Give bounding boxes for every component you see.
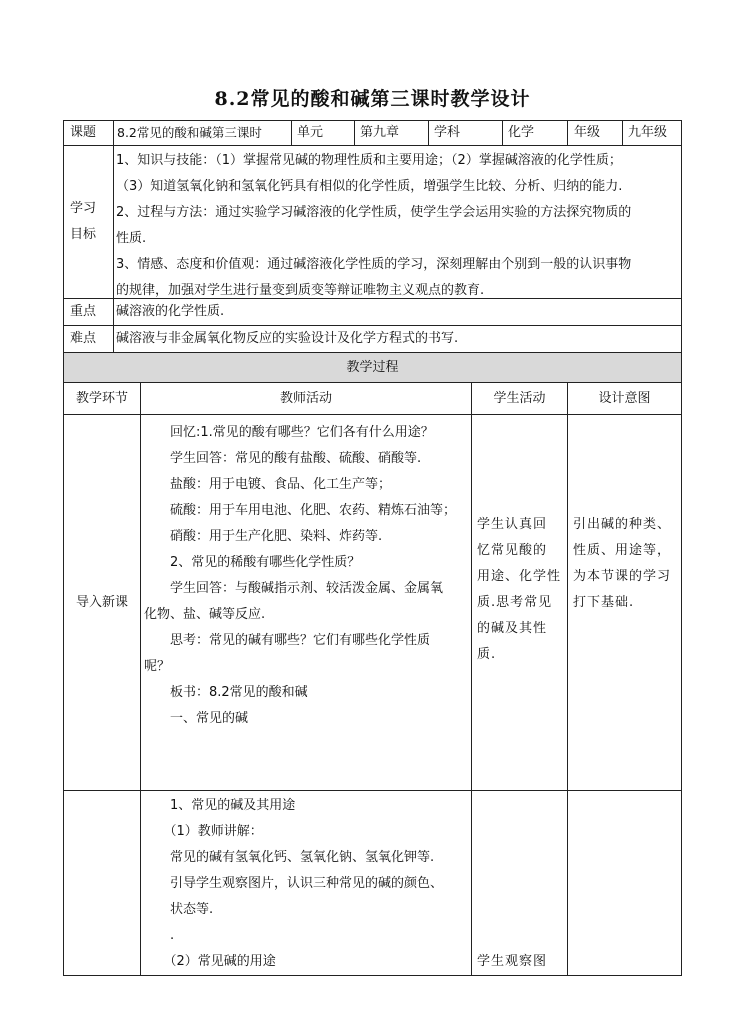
teacher-line: 硫酸：用于车用电池、化肥、农药、精炼石油等；: [144, 503, 457, 518]
intent-line: 引出碱的种类、: [573, 517, 672, 532]
rule: [63, 414, 682, 415]
teacher-line: （2）常见碱的用途: [144, 954, 276, 969]
column-header-student: 学生活动: [493, 390, 546, 406]
teacher-line: 状态等.: [144, 902, 214, 917]
key-point-value: 碱溶液的化学性质.: [116, 304, 225, 319]
rule: [63, 790, 682, 791]
teacher-line: 引导学生观察图片，认识三种常见的碱的颜色、: [144, 876, 444, 891]
row-student-activity: [477, 512, 566, 668]
objective-line: （3）知道氢氧化钠和氢氧化钙具有相似的化学性质，增强学生比较、分析、归纳的能力.: [116, 179, 623, 194]
key-point-label: 重点: [70, 304, 97, 319]
column-header-intent: 设计意图: [598, 390, 651, 406]
row-teacher-activity: [144, 420, 470, 788]
row-student-activity: [477, 949, 566, 975]
column-header-stage: 教学环节: [75, 390, 128, 406]
objective-line: 2、过程与方法：通过实验学习碱溶液的化学性质，使学生学会运用实验的方法探究物质的: [116, 205, 632, 220]
teacher-line: 呢？: [144, 659, 171, 674]
rule: [681, 120, 682, 976]
teacher-line: 硝酸：用于生产化肥、染料、炸药等.: [144, 529, 383, 544]
teacher-line: （1）教师讲解：: [144, 824, 263, 839]
topic-value: 8.2常见的酸和碱第三课时: [117, 125, 262, 140]
row-design-intent: [573, 512, 681, 616]
teacher-line: 学生回答：常见的酸有盐酸、硫酸、硝酸等.: [144, 451, 422, 466]
teacher-line: 板书：8.2常见的酸和碱: [144, 685, 308, 700]
teacher-line: 化物、盐、碱等反应.: [144, 607, 266, 622]
subject-label: 学科: [434, 125, 461, 140]
student-line: 忆常见酸的: [477, 543, 548, 558]
student-line: 质.: [477, 647, 497, 662]
unit-value: 第九章: [360, 125, 400, 140]
teacher-line: 一、常见的碱: [144, 711, 249, 726]
intent-line: 性质、用途等，: [573, 543, 672, 558]
objectives-text: [116, 148, 681, 298]
teacher-line: 1、常见的碱及其用途: [144, 798, 296, 813]
teacher-line: 2、常见的稀酸有哪些化学性质？: [144, 555, 361, 570]
objective-line: 3、情感、态度和价值观：通过碱溶液化学性质的学习，深刻理解由个别到一般的认识事物: [116, 257, 632, 272]
row-teacher-activity: [144, 793, 470, 973]
student-line: 学生观察图: [477, 954, 548, 969]
student-line: 质.思考常见: [477, 595, 553, 610]
teacher-line: 思考：常见的碱有哪些？它们有哪些化学性质: [144, 633, 431, 648]
rule: [113, 120, 114, 353]
process-header: 教学过程: [346, 359, 399, 375]
subject-value: 化学: [508, 125, 535, 140]
intent-line: 打下基础.: [573, 595, 635, 610]
rule: [63, 145, 682, 146]
rule: [567, 382, 568, 976]
teacher-line: 盐酸：用于电镀、食品、化工生产等；: [144, 477, 392, 492]
teacher-line: 常见的碱有氢氧化钙、氢氧化钠、氢氧化钾等.: [144, 850, 435, 865]
column-header-teacher: 教师活动: [279, 390, 332, 406]
student-line: 用途、化学性: [477, 569, 562, 584]
rule: [140, 382, 141, 976]
topic-label: 课题: [70, 125, 97, 140]
teacher-line: 回忆:1.常见的酸有哪些？它们各有什么用途？: [144, 425, 434, 440]
student-line: 学生认真回: [477, 517, 548, 532]
rule: [471, 382, 472, 976]
grade-value: 九年级: [628, 125, 668, 140]
difficulty-label: 难点: [70, 331, 97, 346]
student-line: 的碱及其性: [477, 621, 548, 636]
intent-line: 为本节课的学习: [573, 569, 672, 584]
difficulty-value: 碱溶液与非金属氧化物反应的实验设计及化学方程式的书写.: [116, 331, 459, 346]
objectives-label: 学习目标: [70, 201, 97, 242]
teacher-line: 学生回答：与酸碱指示剂、较活泼金属、金属氧: [144, 581, 444, 596]
unit-label: 单元: [297, 125, 324, 140]
grade-label: 年级: [574, 125, 601, 140]
teacher-line: .: [144, 928, 175, 943]
document-title: 8.2常见的酸和碱第三课时教学设计: [214, 88, 531, 110]
objective-line: 的规律，加强对学生进行量变到质变等辩证唯物主义观点的教育.: [116, 283, 485, 298]
rule: [63, 975, 682, 976]
objective-line: 性质.: [116, 231, 147, 246]
row-stage: 导入新课: [75, 594, 128, 610]
objective-line: 1、知识与技能：（1）掌握常见碱的物理性质和主要用途；（2）掌握碱溶液的化学性质；: [116, 153, 622, 168]
